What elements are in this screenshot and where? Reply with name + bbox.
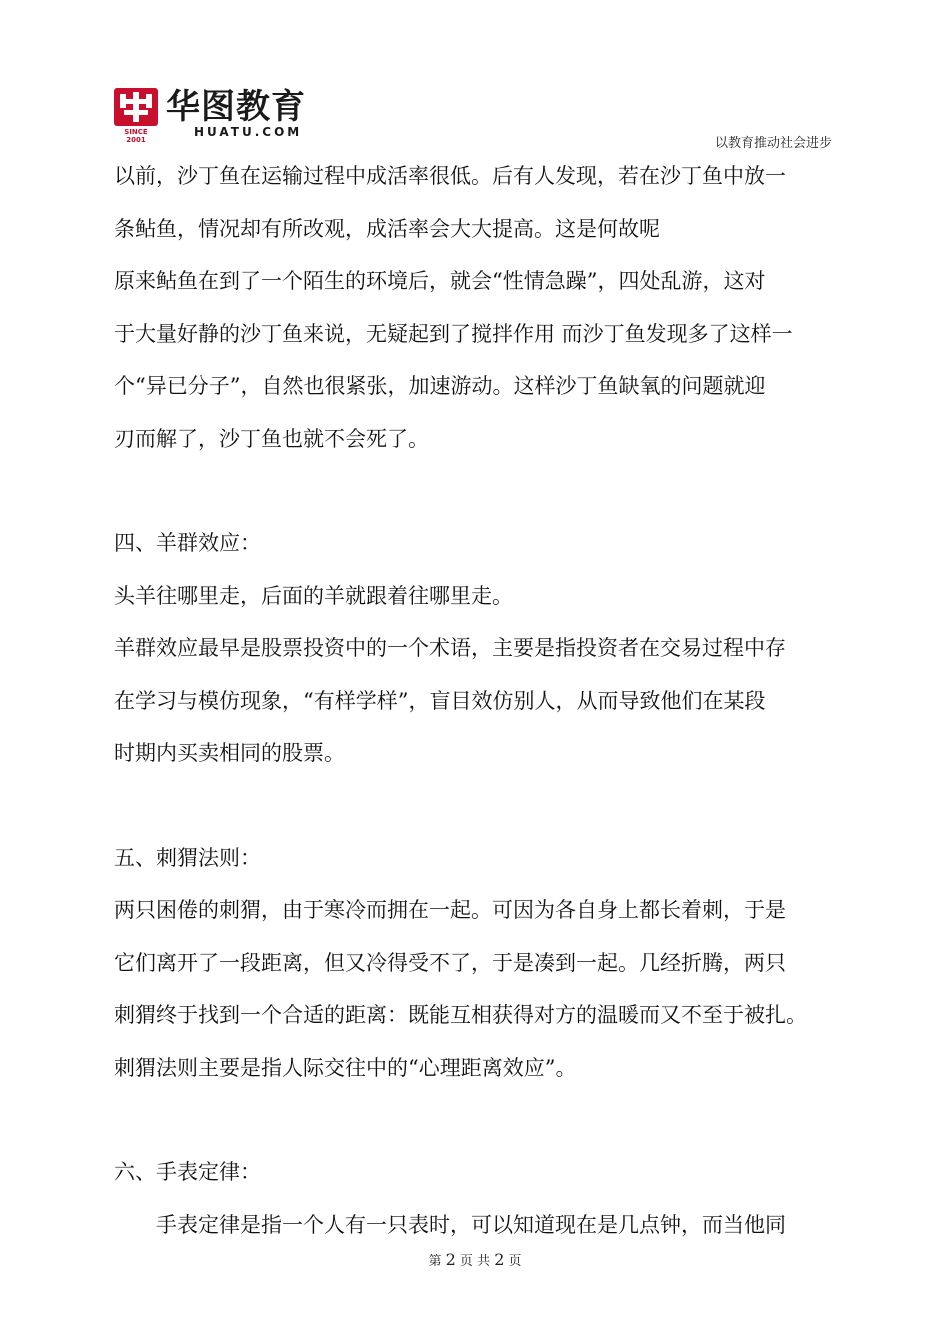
huatu-logo-mark [114, 88, 158, 144]
text-line: 在学习与模仿现象，“有样学样”，盲目效仿别人，从而导致他们在某段 [114, 688, 766, 713]
footer-suffix: 页 [508, 1254, 522, 1269]
section-heading-hedgehog-rule: 五、刺猬法则： [114, 845, 261, 870]
page-number: 2 [445, 1250, 456, 1269]
text-line: 时期内买卖相同的股票。 [114, 741, 345, 765]
text-line: 条鲇鱼，情况却有所改观，成活率会大大提高。这是何故呢 [114, 216, 660, 241]
page-total: 2 [494, 1250, 505, 1269]
text-line: 个“异已分子”，自然也很紧张，加速游动。这样沙丁鱼缺氧的问题就迎 [114, 374, 766, 398]
text-line: 两只困倦的刺猬，由于寒冷而拥在一起。可因为各自身上都长着刺，于是 [114, 898, 786, 922]
paragraph-sardine-intro [114, 150, 836, 255]
logo-wordmark [166, 87, 306, 139]
page-footer [0, 1250, 950, 1269]
spacer [114, 1094, 836, 1146]
paragraph-herd-effect [114, 622, 836, 780]
huatu-logo [114, 87, 306, 144]
text-line: 于大量好静的沙丁鱼来说，无疑起到了搅拌作用 而沙丁鱼发现多了这样一 [114, 321, 793, 346]
footer-middle: 页 共 [459, 1254, 491, 1269]
logo-domain: HUATU.COM [194, 125, 303, 139]
spacer [114, 465, 836, 517]
text-line: 刺猬终于找到一个合适的距离：既能互相获得对方的温暖而又不至于被扎。 [114, 1003, 807, 1027]
text-line: 刺猬法则主要是指人际交往中的“心理距离效应”。 [114, 1055, 577, 1080]
text-line: 它们离开了一段距离，但又冷得受不了，于是凑到一起。几经折腾，两只 [114, 950, 786, 975]
spacer [114, 780, 836, 832]
header-slogan: 以教育推动社会进步 [714, 136, 832, 151]
logo-chinese-name: 华图教育 [166, 87, 306, 127]
text-line: 手表定律是指一个人有一只表时，可以知道现在是几点钟，而当他同 [156, 1212, 786, 1237]
text-line: 刃而解了，沙丁鱼也就不会死了。 [114, 426, 429, 451]
logo-since-text: SINCE 2001 [124, 128, 148, 144]
text-line: 头羊往哪里走，后面的羊就跟着往哪里走。 [114, 583, 513, 608]
text-line: 以前，沙丁鱼在运输过程中成活率很低。后有人发现，若在沙丁鱼中放一 [114, 164, 786, 188]
section-heading-herd-effect: 四、羊群效应： [114, 531, 261, 555]
huatu-emblem-icon [114, 88, 158, 128]
paragraph-hedgehog-rule [114, 884, 836, 1094]
text-line: 羊群效应最早是股票投资中的一个术语，主要是指投资者在交易过程中存 [114, 636, 786, 660]
footer-prefix: 第 [428, 1254, 442, 1269]
section-heading-watch-law: 六、手表定律： [114, 1160, 261, 1184]
paragraph-catfish-explanation [114, 255, 836, 465]
document-body [114, 150, 836, 1251]
text-line: 原来鲇鱼在到了一个陌生的环境后，就会“性情急躁”，四处乱游，这对 [114, 269, 766, 293]
